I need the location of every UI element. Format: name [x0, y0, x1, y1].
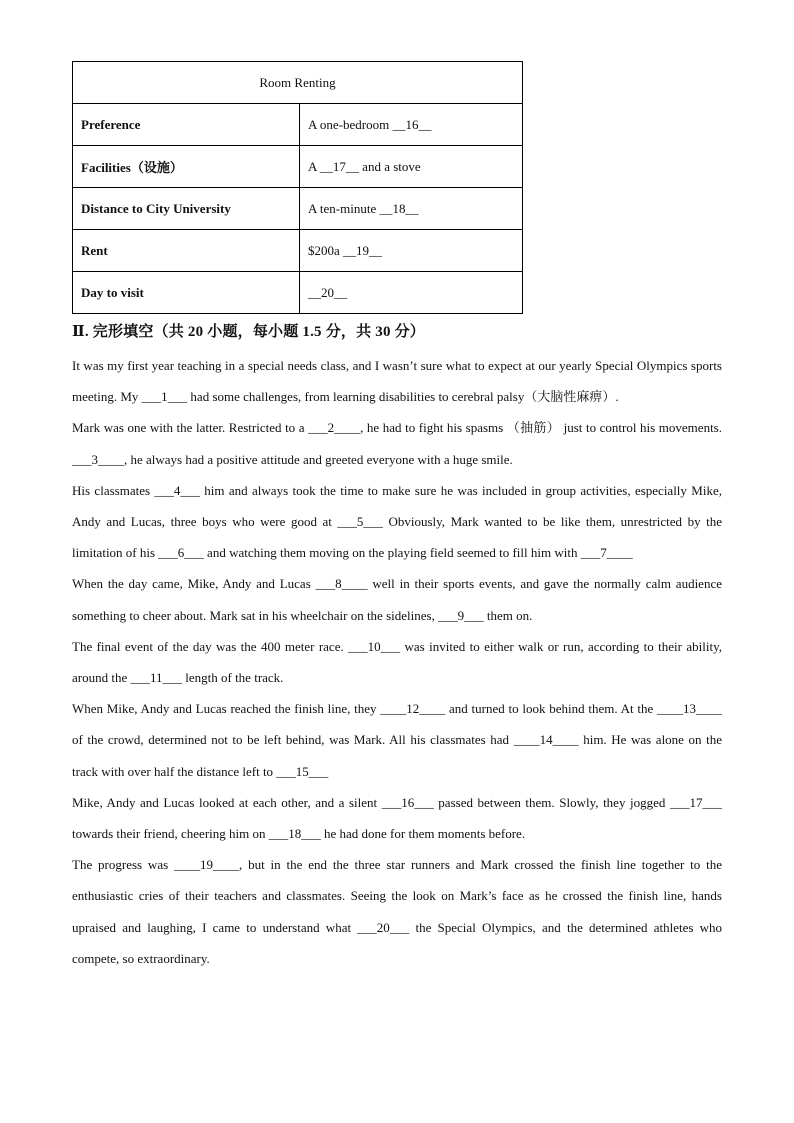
row-label-distance: Distance to City University — [73, 188, 300, 230]
row-label-day: Day to visit — [73, 272, 300, 314]
cloze-passage — [72, 350, 722, 974]
row-value-distance: A ten-minute __18__ — [300, 188, 523, 230]
passage-paragraph: When the day came, Mike, Andy and Lucas ___8____ well in their sports events, and gave the normally calm audience something to cheer about. Mark sat in his wheelchair on the sidelines, ___9___ them on. — [72, 576, 722, 623]
table-title-row — [73, 62, 523, 104]
table-row — [73, 272, 523, 314]
table-row — [73, 146, 523, 188]
row-value-facilities: A __17__ and a stove — [300, 146, 523, 188]
row-value-day: __20__ — [300, 272, 523, 314]
room-renting-table — [72, 61, 523, 314]
passage-paragraph: When Mike, Andy and Lucas reached the finish line, they ____12____ and turned to look behind them. At the ____13____ of the crowd, determined not to be left behind, was Mark. All his classmates had ____14____ him. He was alone on the track with over half the distance left to ___15___ — [72, 701, 722, 779]
row-label-rent: Rent — [73, 230, 300, 272]
row-label-preference: Preference — [73, 104, 300, 146]
row-value-preference: A one-bedroom __16__ — [300, 104, 523, 146]
section-heading: Ⅱ. 完形填空（共 20 小题，每小题 1.5 分，共 30 分） — [72, 324, 425, 340]
passage-paragraph: His classmates ___4___ him and always took the time to make sure he was included in group activities, especially Mike, Andy and Lucas, three boys who were good at ___5___ Obviously, Mark wanted to be like them, unrestricted by the limitation of his ___6___ and watching them moving on the playing field seemed to fill him with ___7____ — [72, 482, 722, 561]
passage-paragraph: The final event of the day was the 400 meter race. ___10___ was invited to either walk or run, according to their ability, around the ___11___ length of the track. — [72, 638, 722, 686]
row-value-rent: $200a __19__ — [300, 230, 523, 272]
table-row — [73, 104, 523, 146]
passage-paragraph: Mike, Andy and Lucas looked at each other, and a silent ___16___ passed between them. Slowly, they jogged ___17___ towards their friend, cheering him on ___18___ he had done for them moments before. — [72, 794, 722, 842]
row-label-facilities: Facilities（设施） — [73, 146, 300, 188]
table-title: Room Renting — [73, 62, 523, 104]
passage-paragraph: Mark was one with the latter. Restricted to a ___2____, he had to fight his spasms （抽筋） just to control his movements. ___3____, he always had a positive attitude and greeted everyone with a huge smile. — [72, 420, 722, 467]
passage-paragraph: It was my first year teaching in a special needs class, and I wasn’t sure what to expect at our yearly Special Olympics sports meeting. My ___1___ had some challenges, from learning disabilities to cerebral palsy（大脑性麻痹）. — [72, 358, 722, 405]
table-row — [73, 230, 523, 272]
passage-paragraph: The progress was ____19____, but in the end the three star runners and Mark crossed the finish line together to the enthusiastic cries of their teachers and classmates. Seeing the look on Mark’s face as he crossed the finish line, hands upraised and laughing, I came to understand what ___20___ the Special Olympics, and the determined athletes who compete, so extraordinary. — [72, 857, 722, 966]
table-row — [73, 188, 523, 230]
